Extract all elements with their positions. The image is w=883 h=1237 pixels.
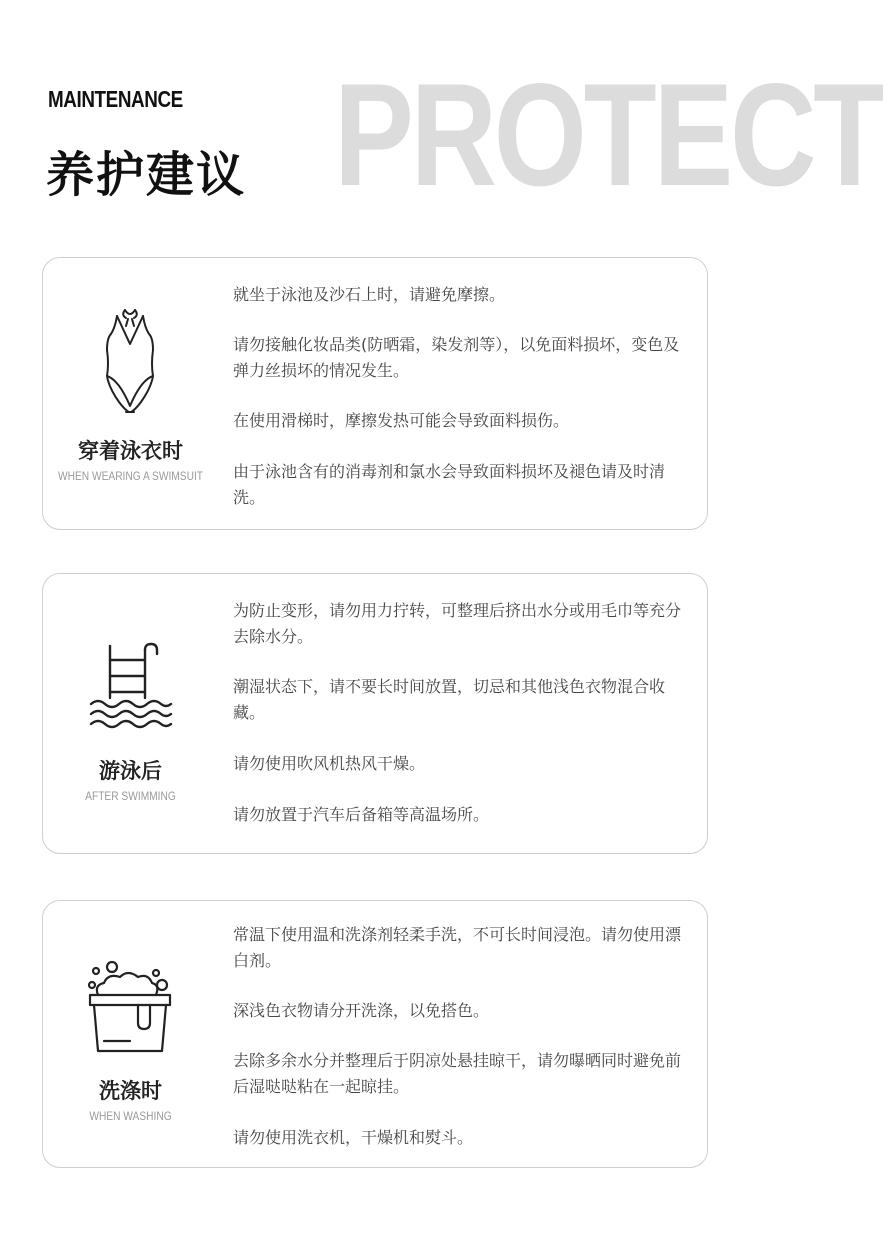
washing-basin-icon: [80, 959, 180, 1059]
card-label-area: [43, 258, 218, 529]
section-subtitle: WHEN WEARING A SWIMSUIT: [57, 469, 204, 483]
tip-text: 在使用滑梯时，摩擦发热可能会导致面料损伤。: [233, 411, 570, 430]
tip-text: 请勿放置于汽车后备箱等高温场所。: [233, 805, 490, 824]
tip-text: 请勿接触化妆品类(防晒霜，染发剂等），以免面料损坏，变色及弹力丝损坏的情况发生。: [233, 335, 680, 380]
page-title: 养护建议: [46, 147, 247, 203]
tip-text: 常温下使用温和洗涤剂轻柔手洗，不可长时间浸泡。请勿使用漂白剂。: [233, 925, 682, 970]
tip-text: 去除多余水分并整理后于阴凉处悬挂晾干，请勿曝晒同时避免前后湿哒哒粘在一起晾挂。: [233, 1051, 682, 1096]
section-title: 游泳后: [99, 759, 162, 783]
tip-text: 为防止变形，请勿用力拧转，可整理后挤出水分或用毛巾等充分去除水分。: [233, 601, 682, 646]
card-label-area: [43, 574, 218, 853]
tip-text: 由于泳池含有的消毒剂和氯水会导致面料损坏及褪色请及时清洗。: [233, 462, 666, 507]
care-card-washing: [42, 900, 708, 1168]
tip-text: 请勿使用洗衣机，干燥机和熨斗。: [233, 1128, 474, 1147]
page-subtitle: MAINTENANCE: [48, 86, 183, 112]
swimsuit-icon: [80, 306, 180, 416]
pool-ladder-icon: [80, 642, 180, 732]
tip-text: 就坐于泳池及沙石上时，请避免摩擦。: [233, 285, 506, 304]
section-title: 穿着泳衣时: [78, 439, 183, 463]
card-label-area: [43, 901, 218, 1167]
tip-text: 请勿使用吹风机热风干燥。: [233, 754, 426, 773]
tip-text: 潮湿状态下，请不要长时间放置，切忌和其他浅色衣物混合收藏。: [233, 677, 666, 722]
section-subtitle: AFTER SWIMMING: [85, 789, 176, 803]
tip-text: 深浅色衣物请分开洗涤，以免搭色。: [233, 1001, 490, 1020]
page-header: [0, 0, 883, 240]
watermark-text: PROTECT: [334, 53, 883, 216]
section-title: 洗涤时: [99, 1079, 162, 1103]
section-subtitle: WHEN WASHING: [89, 1109, 172, 1123]
care-card-after-swimming: [42, 573, 708, 854]
care-card-wearing: [42, 257, 708, 530]
